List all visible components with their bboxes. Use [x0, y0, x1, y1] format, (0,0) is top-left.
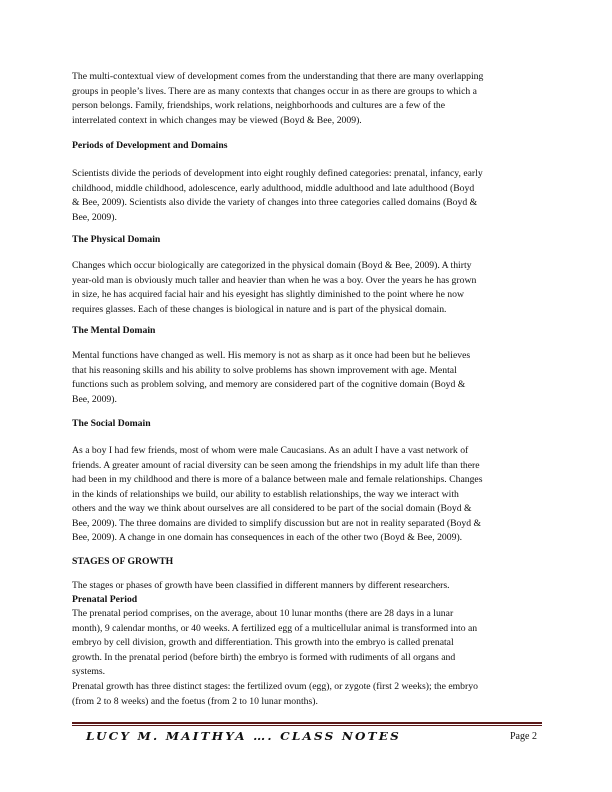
text-line: Bee, 2009).: [72, 211, 117, 223]
text-line: Mental functions have changed as well. His memory is not as sharp as it once had been but he believes: [72, 350, 471, 361]
section-heading: [72, 555, 547, 570]
paragraph: [72, 259, 547, 317]
text-line: Prenatal growth has three distinct stages: the fertilized ovum (egg), or zygote (first 2 weeks); the embryo: [72, 681, 478, 692]
text-line: Bee, 2009).: [72, 393, 117, 405]
text-line: in the kinds of relationships we build, our ability to establish relationships, the way we interact with: [72, 488, 459, 500]
text-line: that his reasoning skills and his ability to solve problems has shown improvement with age. Mental: [72, 364, 457, 376]
text-line: person belongs. Family, friendships, work relations, neighborhoods and cultures are a few of the: [72, 100, 446, 111]
text-line: STAGES OF GROWTH: [72, 556, 174, 567]
paragraph: [72, 70, 547, 128]
text-line: requires glasses. Each of these changes is biological in nature and is part of the physical domain.: [72, 303, 447, 315]
text-line: Periods of Development and Domains: [72, 140, 228, 151]
text-line: growth. In the prenatal period (before birth) the embryo is formed with rudiments of all organs and: [72, 651, 456, 663]
paragraph: [72, 579, 547, 594]
section-heading: [72, 417, 547, 432]
text-line: & Bee, 2009). Scientists also divide the variety of changes into three categories called domains (Boyd &: [72, 197, 478, 208]
paragraph: [72, 349, 547, 407]
footer-rule: [72, 722, 542, 724]
text-line: month), 9 calendar months, or 40 weeks. A fertilized egg of a multicellular animal is transformed into an: [72, 622, 478, 634]
text-line: Bee, 2009). The three domains are divided to simplify discussion but are not in reality separated (Boyd &: [72, 517, 482, 529]
text-line: The stages or phases of growth have been classified in different manners by different researchers.: [72, 580, 450, 591]
paragraph: [72, 444, 547, 546]
text-line: systems.: [72, 666, 106, 677]
text-line: Scientists divide the periods of development into eight roughly defined categories: prenatal, infancy, early: [72, 168, 483, 179]
paragraph: [72, 680, 547, 709]
text-line: The Mental Domain: [72, 325, 156, 336]
text-line: The Physical Domain: [72, 234, 161, 245]
text-line: friends. A greater amount of racial diversity can be seen among the friendships in my adult life than there: [72, 459, 480, 471]
text-line: Bee, 2009). A change in one domain has consequences in each of the other two (Boyd & Bee, 2009).: [72, 532, 463, 543]
text-line: The prenatal period comprises, on the average, about 10 lunar months (there are 28 days in a lunar: [72, 608, 454, 619]
text-line: Changes which occur biologically are categorized in the physical domain (Boyd & Bee, 2009). A thirty: [72, 260, 472, 271]
text-line: others and the way we think about ourselves are all considered to be part of the social domain (Boyd &: [72, 503, 472, 514]
text-line: interrelated context in which changes may be viewed (Boyd & Bee, 2009).: [72, 114, 362, 126]
text-line: Prenatal Period: [72, 594, 138, 605]
section-heading: [72, 324, 547, 339]
text-line: childhood, middle childhood, adolescence, early adulthood, middle adulthood and late adulthood (Boyd: [72, 182, 475, 194]
text-line: The multi-contextual view of development comes from the understanding that there are many overlapping: [72, 71, 484, 82]
paragraph: [72, 167, 547, 225]
text-line: had been in my childhood and there is more of a balance between male and female relationships. Changes: [72, 474, 483, 485]
text-line: As a boy I had few friends, most of whom were male Caucasians. As an adult I have a vast network of: [72, 445, 469, 456]
paragraph: [72, 607, 547, 680]
section-heading: [72, 139, 547, 154]
text-line: embryo by cell division, growth and differentiation. This growth into the embryo is called prenatal: [72, 637, 454, 648]
section-heading: [72, 233, 547, 248]
text-line: groups in people’s lives. There are as many contexts that changes occur in as there are groups to which a: [72, 85, 477, 97]
section-heading: [72, 593, 547, 608]
text-line: functions such as problem solving, and memory are considered part of the cognitive domain (Boyd &: [72, 379, 466, 390]
text-line: The Social Domain: [72, 418, 151, 429]
text-line: year-old man is obviously much taller and heavier than when he was a boy. Over the years he has grown: [72, 274, 477, 286]
footer-rule-thin: [72, 725, 542, 726]
text-line: in size, he has acquired facial hair and his eyesight has slightly diminished to the point where he now: [72, 289, 464, 300]
footer-title: LUCY M. MAITHYA …. CLASS NOTES: [86, 729, 402, 743]
text-line: (from 2 to 8 weeks) and the foetus (from 2 to 10 lunar months).: [72, 695, 318, 707]
page-number: Page 2: [510, 731, 537, 742]
